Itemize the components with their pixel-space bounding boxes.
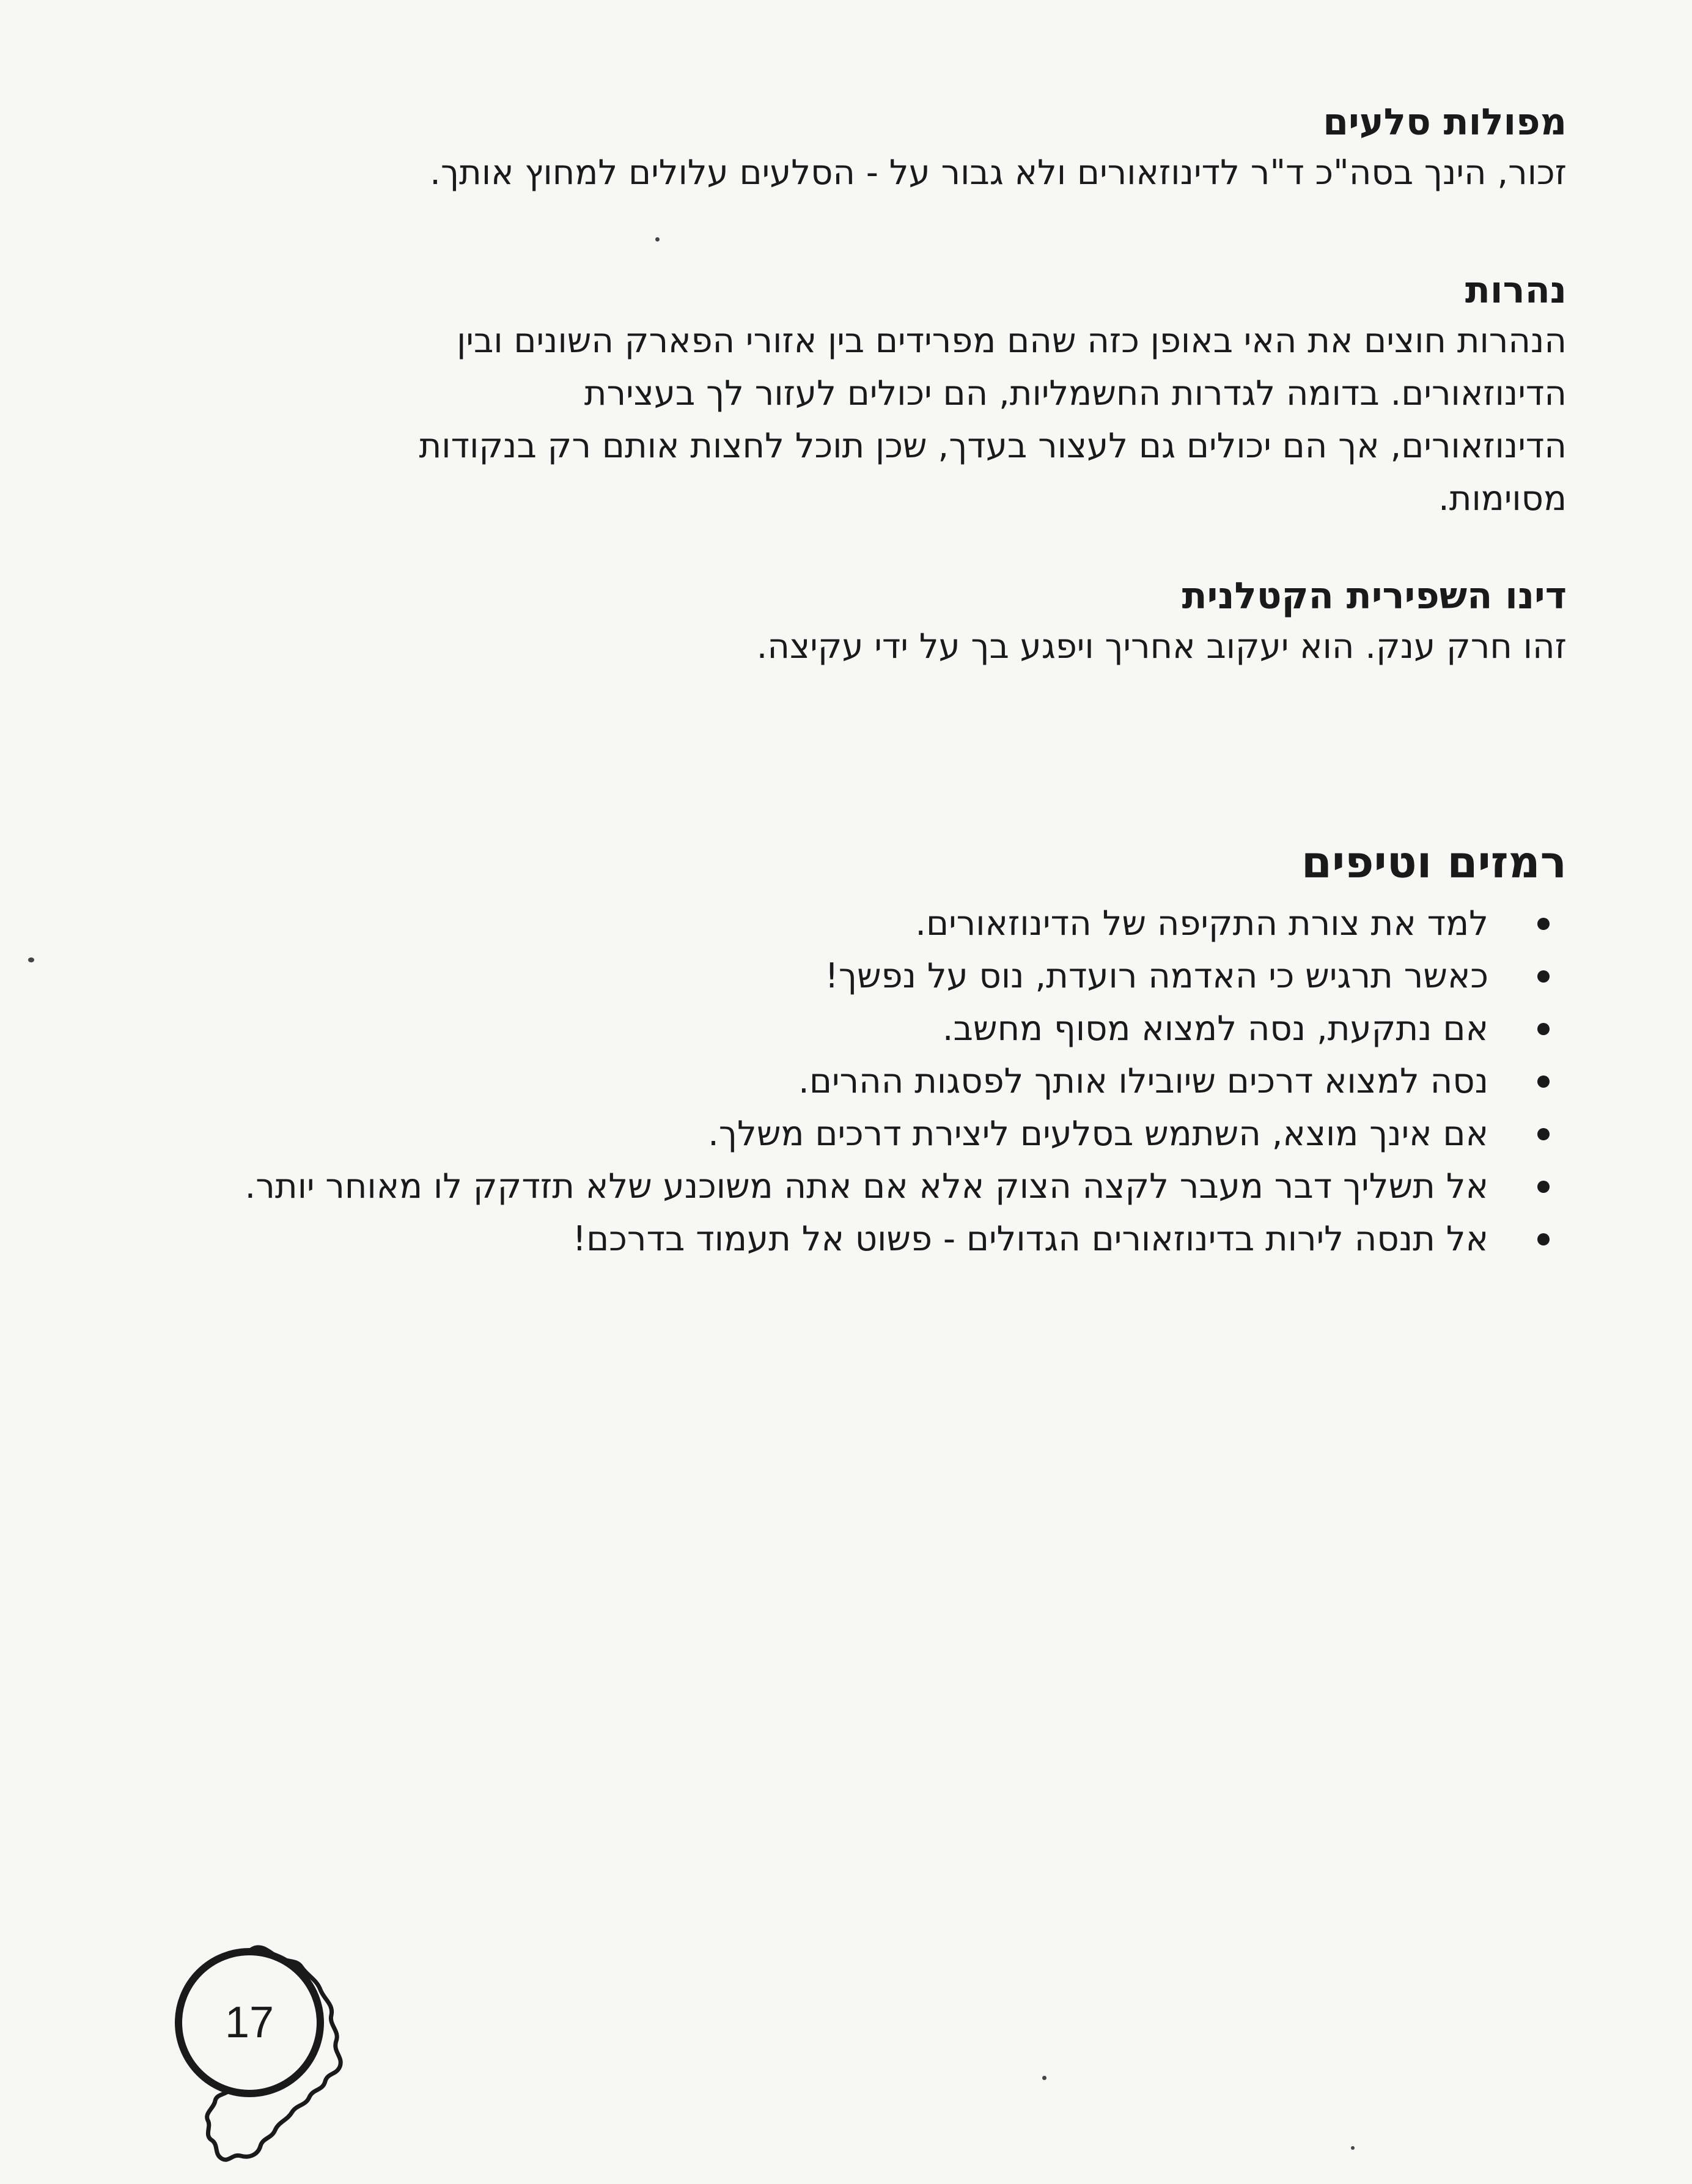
tip-text: אם נתקעת, נסה למצוא מסוף מחשב. <box>942 1009 1488 1049</box>
section-tips <box>112 832 1567 1266</box>
rivers-line: הנהרות חוצים את האי באופן כזה שהם מפרידים בין אזורי הפארק השונים ובין <box>457 321 1567 361</box>
rockfalls-text: זכור, הינך בסה"כ ד"ר לדינוזאורים ולא גבור על - הסלעים עלולים למחוץ אותך. <box>430 153 1567 193</box>
dragonfly-text: זהו חרק ענק. הוא יעקוב אחריך ויפגע בך על ידי עקיצה. <box>756 627 1567 666</box>
bullet-icon <box>1537 1181 1550 1193</box>
bullet-icon <box>1537 1233 1550 1245</box>
tip-item <box>112 950 1567 1003</box>
tip-text: כאשר תרגיש כי האדמה רועדת, נוס על נפשך! <box>825 956 1488 996</box>
scan-speck <box>1042 2076 1046 2080</box>
tip-text: אל תנסה לירות בדינוזאורים הגדולים - פשוט אל תעמוד בדרכם! <box>572 1219 1488 1259</box>
section-dragonfly <box>757 572 1567 673</box>
tip-text: נסה למצוא דרכים שיובילו אותך לפסגות ההרים. <box>798 1061 1488 1101</box>
tip-item <box>112 1108 1567 1160</box>
scan-speck <box>1351 2146 1355 2150</box>
bullet-icon <box>1537 1023 1550 1035</box>
tip-item <box>112 1055 1567 1108</box>
bullet-icon <box>1537 918 1550 930</box>
rivers-line: הדינוזאורים, אך הם יכולים גם לעצור בעדך, שכן תוכל לחצות אותם רק בנקודות <box>419 426 1567 466</box>
tip-text: אל תשליך דבר מעבר לקצה הצוק אלא אם אתה משוכנע שלא תזדקק לו מאוחר יותר. <box>245 1167 1488 1206</box>
scan-speck <box>655 237 660 242</box>
rivers-line: הדינוזאורים. בדומה לגדרות החשמליות, הם יכולים לעזור לך בעצירת <box>584 374 1567 413</box>
tip-item <box>112 898 1567 950</box>
tip-text: למד את צורת התקיפה של הדינוזאורים. <box>915 904 1488 943</box>
page-number: 17 <box>224 1998 274 2047</box>
section-heading-rivers: נהרות <box>1465 269 1567 312</box>
tip-item <box>112 1213 1567 1266</box>
bullet-icon <box>1537 970 1550 983</box>
bullet-icon <box>1537 1128 1550 1140</box>
tip-item <box>112 1160 1567 1213</box>
tips-heading: רמזים וטיפים <box>1301 836 1567 888</box>
section-heading-rockfalls: מפולות סלעים <box>1323 101 1567 144</box>
scan-speck <box>28 957 34 962</box>
rivers-line: מסוימות. <box>1438 479 1567 518</box>
tip-text: אם אינך מוצא, השתמש בסלעים ליצירת דרכים משלך. <box>708 1114 1488 1154</box>
page-number-badge <box>171 1944 355 2177</box>
section-heading-dragonfly: דינו השפירית הקטלנית <box>1182 575 1567 618</box>
section-rivers <box>419 266 1567 525</box>
tips-list <box>112 898 1567 1266</box>
section-rockfalls <box>430 98 1567 199</box>
tip-item <box>112 1003 1567 1055</box>
bullet-icon <box>1537 1075 1550 1088</box>
